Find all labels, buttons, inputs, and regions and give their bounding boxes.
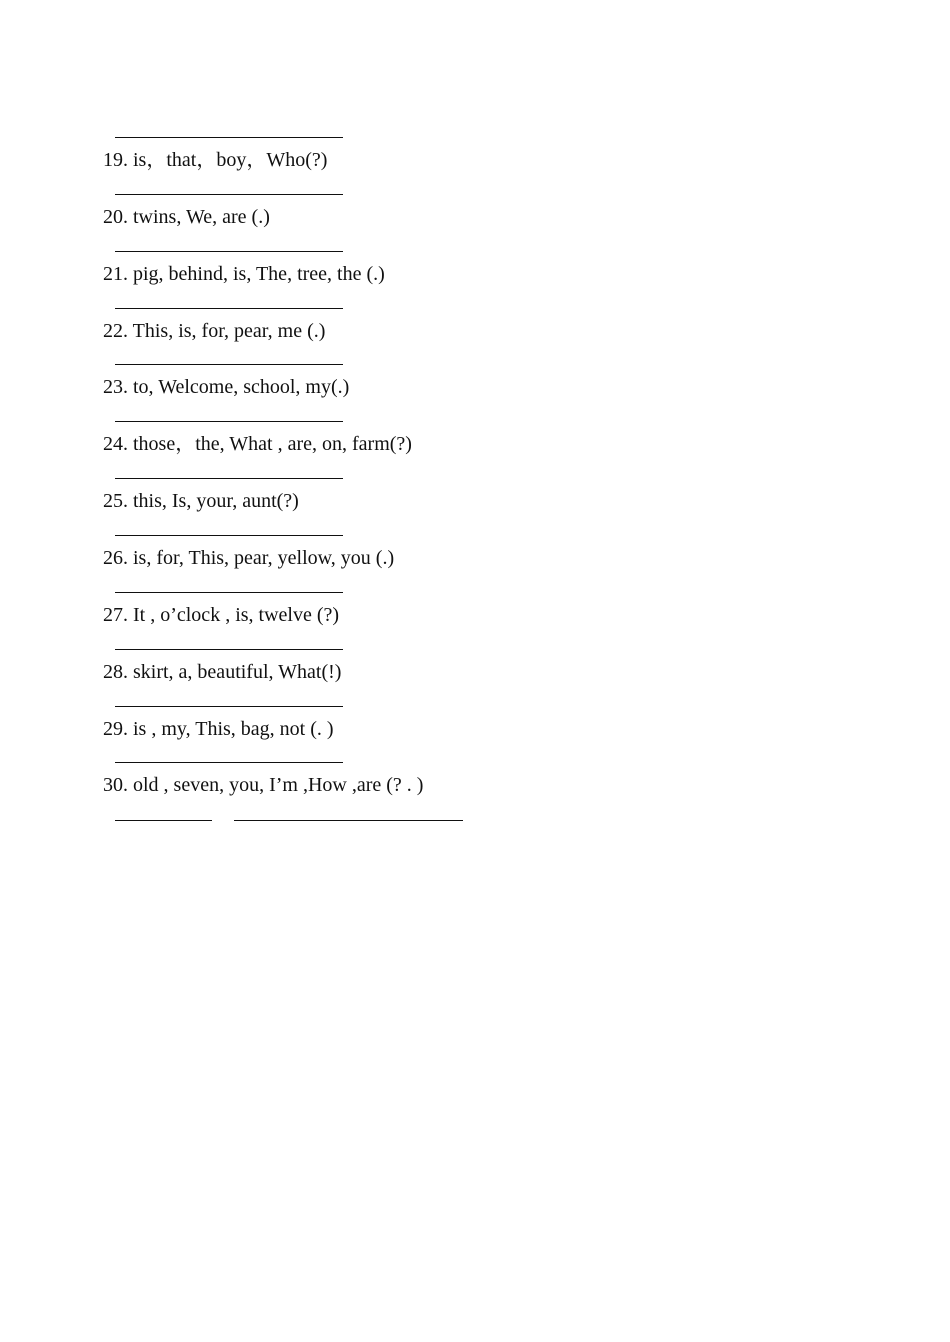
exercise-words: to, Welcome, school, my(.) [133, 376, 350, 398]
exercise-number: 26. [103, 547, 128, 569]
exercise-28 [103, 660, 341, 684]
exercise-words: twins, We, are (.) [133, 206, 270, 228]
answer-line-long[interactable] [234, 820, 463, 821]
exercise-24 [103, 432, 412, 456]
exercise-number: 27. [103, 604, 128, 626]
exercise-words: old , seven, you, I’m ,How ,are (? . ) [133, 774, 424, 796]
exercise-number: 29. [103, 718, 128, 740]
exercise-21 [103, 262, 385, 286]
exercise-number: 22. [103, 320, 128, 342]
exercise-22 [103, 319, 325, 343]
answer-line[interactable] [115, 308, 343, 309]
answer-line[interactable] [115, 364, 343, 365]
answer-line[interactable] [115, 535, 343, 536]
exercise-words: pig, behind, is, The, tree, the (.) [133, 263, 385, 285]
answer-line[interactable] [115, 478, 343, 479]
exercise-words: It , o’clock , is, twelve (?) [133, 604, 340, 626]
exercise-number: 23. [103, 376, 128, 398]
exercise-number: 25. [103, 490, 128, 512]
exercise-number: 19. [103, 149, 128, 171]
exercise-words: those，the, What , are, on, farm(?) [133, 433, 412, 455]
exercise-20 [103, 205, 270, 229]
exercise-number: 24. [103, 433, 128, 455]
exercise-25 [103, 489, 299, 513]
exercise-30 [103, 773, 423, 797]
exercise-words: This, is, for, pear, me (.) [132, 320, 326, 342]
answer-line[interactable] [115, 194, 343, 195]
answer-line[interactable] [115, 762, 343, 763]
answer-line[interactable] [115, 421, 343, 422]
exercise-words: skirt, a, beautiful, What(!) [133, 661, 342, 683]
answer-line[interactable] [115, 592, 343, 593]
exercise-number: 30. [103, 774, 128, 796]
exercise-number: 20. [103, 206, 128, 228]
exercise-27 [103, 603, 339, 627]
exercise-words: is，that，boy，Who(?) [133, 149, 328, 171]
answer-line[interactable] [115, 649, 343, 650]
answer-line[interactable] [115, 251, 343, 252]
exercise-words: is, for, This, pear, yellow, you (.) [133, 547, 395, 569]
exercise-words: is , my, This, bag, not (. ) [133, 718, 334, 740]
exercise-words: this, Is, your, aunt(?) [133, 490, 299, 512]
exercise-19 [103, 148, 327, 172]
exercise-29 [103, 717, 334, 741]
exercise-number: 28. [103, 661, 128, 683]
exercise-23 [103, 375, 349, 399]
answer-line[interactable] [115, 137, 343, 138]
answer-line[interactable] [115, 706, 343, 707]
answer-line-short[interactable] [115, 820, 212, 821]
exercise-26 [103, 546, 394, 570]
exercise-number: 21. [103, 263, 128, 285]
